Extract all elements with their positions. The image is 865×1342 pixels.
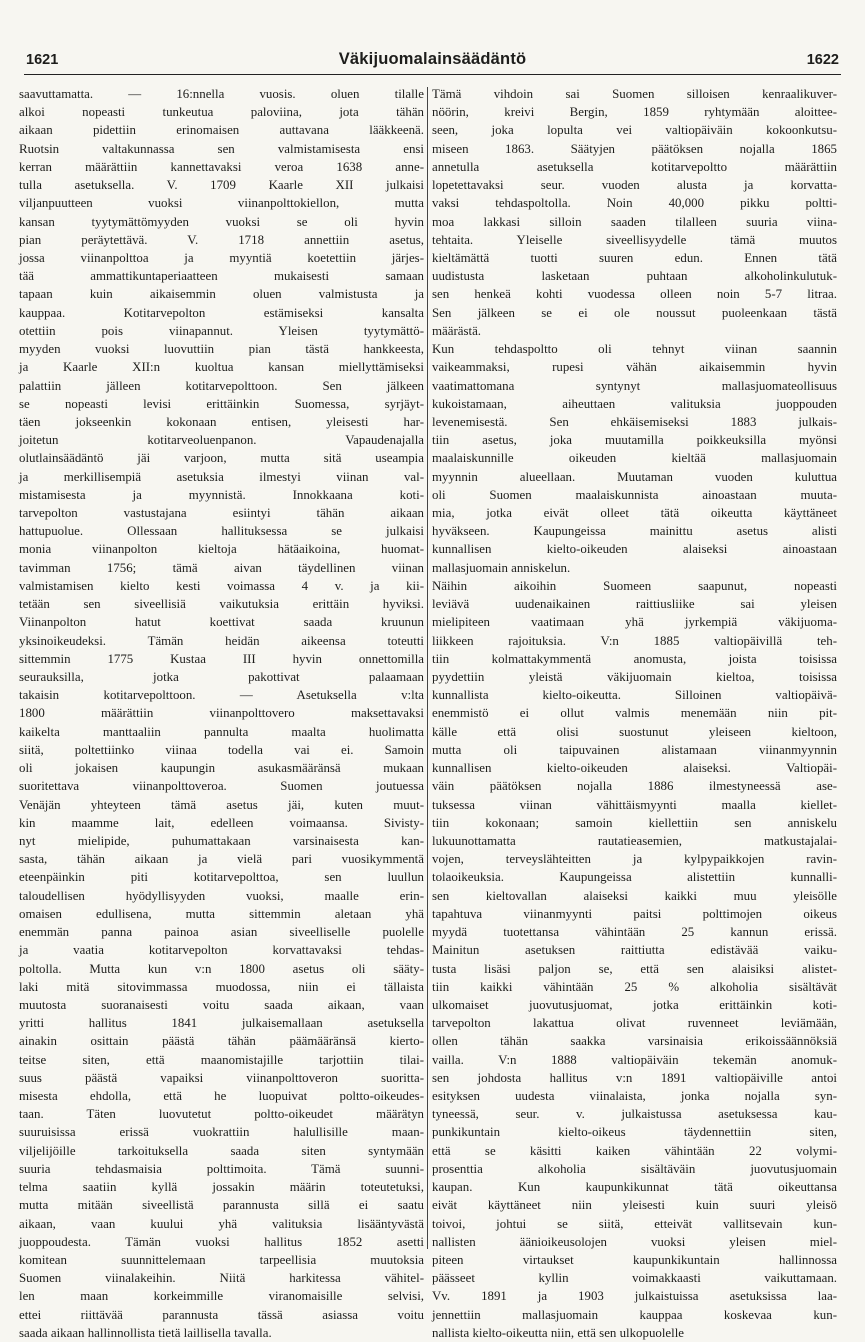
text-line: kaupan. Kun kaupunkikunnat tätä oikeuttansa — [432, 1180, 837, 1195]
text-line: päässeet kyllin voimakkaasti vaikuttamaan. — [432, 1271, 837, 1286]
text-line: yksinoikeudeksi. Tämän heidän aikeensa toteutti — [19, 633, 424, 648]
text-line: valmistamisen kielto kesti voimassa 4 v. ja kii- — [19, 578, 424, 593]
text-line: Näihin aikoihin Suomeen saapunut, nopeasti — [432, 578, 837, 593]
text-line: ulkomaiset juovutusjuomat, jotka erittäinkin koti- — [432, 997, 837, 1012]
text-line: saavuttamatta. — 16:nnella vuosis. oluen tilalle — [19, 87, 424, 101]
text-line: liikkeen rajoituksia. V:n 1885 valtiopäivillä teh- — [432, 633, 837, 648]
text-line: juoppoudesta. Tämän vuoksi hallitus 1852 asetti — [19, 1234, 424, 1249]
text-line: myyden vuoksi luovuttiin pian tästä hankkeesta, — [19, 342, 424, 357]
text-line: alkoi nopeasti tunkeutua paloviina, jota tähän — [19, 105, 424, 120]
text-line: kerran määrättiin kannettavaksi veroa 1638 anne- — [19, 159, 424, 174]
text-line: viljanpuutteen vuoksi viinanpolttokiellon, mutta — [19, 196, 424, 211]
text-line: omaisen edullisena, mutta sittemmin aletaan yhä — [19, 906, 424, 921]
text-line: teitse siten, että maanomistajille tarjottiin tilai- — [19, 1052, 424, 1067]
text-line: tavimman 1756; tämä aivan täydellinen viinan — [19, 560, 424, 575]
text-line: tusta lisäsi paljon se, että sen alaisiksi alistet- — [432, 961, 837, 976]
text-line: laki mitä sitovimmassa muodossa, niin ei tällaista — [19, 979, 424, 994]
text-line: sen johdosta hallitus v:n 1891 valtiopäiville antoi — [432, 1070, 837, 1085]
page-number-left: 1621 — [26, 52, 59, 68]
text-line: Ruotsin valtakunnassa sen valmistamisesta ensi — [19, 141, 424, 156]
text-line: tolaoikeuksia. Kaupungeissa alistettiin kunnalli- — [432, 870, 837, 885]
text-line: tapaan kuin aikaisemmin oluen valmistusta ja — [19, 287, 424, 302]
text-line: Tämä vihdoin sai Suomen silloisen kenraalikuver- — [432, 87, 837, 101]
text-line: yritti hallitus 1841 julkaisemallaan asetuksella — [19, 1016, 424, 1031]
text-line: viljelijöille tarkoituksella saada siten syntymään — [19, 1143, 424, 1158]
page-header — [24, 50, 841, 75]
text-line: monia viinanpolton kieltoja hätäaikoina, huomat- — [19, 542, 424, 557]
text-line: maalaiskunnille oikeuden kieltää mallasjuomain — [432, 451, 837, 466]
text-line: tapahtuva viinanmyynti paitsi polttimojen oikeus — [432, 906, 837, 921]
text-line: toivoi, johtui se siitä, etteivät vallitsevain kun- — [432, 1216, 837, 1231]
text-line: tiin kaikki vähintään 25 % alkoholia sisältävät — [432, 979, 837, 994]
text-line: mutta mitään siveellistä parannusta sillä ei saatu — [19, 1198, 424, 1213]
text-line: nallisten äänioikeusolojen vuoksi yleisen miel- — [432, 1234, 837, 1249]
text-line: sen kieltovallan alaiseksi kaikki muu yleisölle — [432, 888, 837, 903]
text-line: se nopeasti levisi erittäinkin Suomessa, syrjäyt- — [19, 396, 424, 411]
text-line: prosenttia alkoholia sisältäväin juovutusjuomain — [432, 1161, 837, 1176]
text-line: aikaan pidettiin erinomaisen auttavana lääkkeenä. — [19, 123, 424, 138]
text-line: 1800 määrättiin viinanpolttovero maksettavaksi — [19, 706, 424, 721]
text-line: täen jokseenkin kokonaan entisen, yleisesti har- — [19, 414, 424, 429]
text-line: tiin kolmattakymmentä anomusta, joista toisissa — [432, 651, 837, 666]
text-line: väin päätöksen nojalla 1886 ilmestyneessä ase- — [432, 779, 837, 794]
text-line: jossa viinanpolttoa ja myyntiä koetettiin järjes- — [19, 250, 424, 265]
text-line: uudistusta lasketaan puhtaan alkoholinkulutuk- — [432, 269, 837, 284]
text-line: kaikelta manttaaliin pannulta maalta huolimatta — [19, 724, 424, 739]
text-line: kansan tyytymättömyyden vuoksi se oli hyvin — [19, 214, 424, 229]
text-line: joitetun kotitarveoluenpanon. Vapaudenajalla — [19, 433, 424, 448]
text-line: otettiin pois viinapannut. Yleisen tyytymättö- — [19, 323, 424, 338]
text-line: enemmistö ei ollut valmis menemään niin pit- — [432, 706, 837, 721]
text-line: tulla asetuksella. V. 1709 Kaarle XII julkaisi — [19, 178, 424, 193]
text-line: ainakin osittain päästä tähän päämääränsä kierto- — [19, 1034, 424, 1049]
text-line: tää ammattikuntaperiaatteen mukaisesti samaan — [19, 269, 424, 284]
text-line: eteenpäinkin piti kotitarvepolttoa, sen luullun — [19, 870, 424, 885]
text-line: takaisin kotitarvepolttoon. — Asetuksella v:lta — [19, 688, 424, 703]
text-line: suuria tehdasmaisia polttimoita. Tämä suunni- — [19, 1161, 424, 1176]
text-line: jennettiin mallasjuomain kauppaa koskevaa kun- — [432, 1307, 837, 1322]
text-line: källe että olisi suostunut yleiseen kieltoon, — [432, 724, 837, 739]
text-line: tiin asetus, joka muutamilla poikkeuksilla myönsi — [432, 433, 837, 448]
text-line: punkikuntain kielto-oikeus täydennettiin siten, — [432, 1125, 837, 1140]
text-line: suus päästä vapaiksi viinanpolttoveron suoritta- — [19, 1070, 424, 1085]
running-title: Väkijuomalainsäädäntö — [338, 50, 527, 68]
text-line: hattupuolue. Ollessaan hallituksessa se julkaisi — [19, 524, 424, 539]
text-line: seurauksilla, jotka pakottivat palaamaan — [19, 670, 424, 684]
text-line: suoritettava viinanpolttoveroa. Suomen joutuessa — [19, 779, 424, 794]
text-line: moa lakkasi silloin saaden tilalleen suuria viina- — [432, 214, 837, 229]
text-line: vaatimattomana syntynyt mallasjuomateollisuus — [432, 378, 837, 393]
text-line: poltolla. Mutta kun v:n 1800 asetus oli sääty- — [19, 961, 424, 976]
text-line: siitä, poltettiinko viinaa todella vai ei. Samoin — [19, 742, 424, 757]
text-line: lopetettavaksi seur. vuoden alusta ja korvatta- — [432, 178, 837, 193]
text-line: tuksessa viinan vähittäismyynti maalla kiellet- — [432, 797, 837, 812]
text-line: Viinanpolton hatut koettivat saada kruunun — [19, 615, 424, 630]
text-line: seen, joka lopulta vei valtiopäiväin kokoonkutsu- — [432, 123, 837, 138]
text-line: piteen virtaukset kaupunkikuntain hallinnossa — [432, 1253, 837, 1267]
text-line: vailla. V:n 1888 valtiopäiväin tekemän anomuk- — [432, 1052, 837, 1067]
text-line: muutosta suoranaisesti voitu saada aikaan, vaan — [19, 997, 424, 1012]
text-line: mielipiteen vaatimaan yhä jyrkempiä väkijuoma- — [432, 615, 837, 630]
text-line: palattiin jälleen kotitarvepolttoon. Sen jälkeen — [19, 378, 424, 393]
text-line: pian peräytettävä. V. 1718 annettiin asetus, — [19, 232, 424, 247]
text-line: tetään sen siveellisiä vaikutuksia erittäin hyviksi. — [19, 597, 424, 612]
text-line: nöörin, kreivi Bergin, 1859 ryhtymään aloittee- — [432, 105, 837, 120]
text-line: lukuunottamatta rautatieasemien, matkustajalai- — [432, 833, 837, 848]
text-line: len maan korkeimmille viranomaisille selvisi, — [19, 1289, 424, 1304]
text-line: nallista kielto-oikeutta niin, että sen ulkopuolelle — [432, 1325, 685, 1340]
text-line: kauppaa. Kotitarvepolton estämiseksi kansalta — [19, 305, 424, 320]
text-line: taan. Täten luovutetut poltto-oikeudet määrätyn — [19, 1107, 424, 1122]
text-line: annetulla asetuksella kotitarvepoltto määrättiin — [432, 159, 837, 174]
text-line: myydä tuotettansa vähintään 25 kannun erissä. — [432, 925, 837, 940]
text-line: oli jokaisen kaupungin asukasmääränsä mukaan — [19, 761, 424, 776]
text-line: hyväkseen. Kaupungeissa mainittu asetus alisti — [432, 524, 837, 539]
text-line: komitean suunnittelemaan tarpeellisia muutoksia — [19, 1253, 424, 1267]
text-line: kin maamme lait, edelleen voimaansa. Sivisty- — [19, 815, 424, 830]
text-line: määrästä. — [432, 323, 482, 338]
text-line: tarvepolton vastustajana esiintyi tähän aikaan — [19, 506, 424, 521]
page-number-right: 1622 — [806, 52, 839, 68]
text-line: Vv. 1891 ja 1903 julkaistuissa asetuksissa laa- — [432, 1289, 837, 1304]
text-line: sasta, tähän aikaan ja vielä pari vuosikymmentä — [19, 852, 424, 867]
text-line: saada aikaan hallinnollista tietä laillisella tavalla. — [19, 1325, 272, 1340]
text-line: Kun tehdaspoltto oli tehnyt viinan saannin — [432, 342, 837, 357]
text-line: pyydettiin yleistä väkijuomain kieltoa, toisissa — [432, 670, 837, 684]
text-line: enemmän panna painoa asian siveelliselle puolelle — [19, 925, 424, 940]
text-line: Mainitun asetuksen raittiutta edistävää vaiku- — [432, 943, 837, 958]
text-line: esityksen uudesta viinalaista, jonka nojalla syn- — [432, 1089, 837, 1104]
text-line: tiin kokonaan; samoin kiellettiin sen anniskelu — [432, 815, 837, 830]
text-line: suuruisissa erissä vuokrattiin halullisille maan- — [19, 1125, 424, 1140]
right-column — [432, 85, 837, 1342]
text-line: sittemmin 1775 Kustaa III hyvin onnettomilla — [19, 651, 424, 666]
text-line: eivät käyttäneet niin yleisesti kuin suuri yleisö — [432, 1198, 837, 1213]
text-line: kunnallisen kielto-oikeuden alaiseksi ainoastaan — [432, 542, 837, 557]
text-line: tyneessä, seur. v. julkaistussa asetuksessa kau- — [432, 1107, 837, 1122]
text-line: mutta oli taipuvainen alistamaan viinanmyynnin — [432, 742, 837, 757]
text-line: kieltämättä tuotti suuren edun. Ennen tätä — [432, 250, 837, 265]
text-line: oli Suomen maalaiskunnista ainoastaan muuta- — [432, 487, 837, 502]
text-line: vaikeammaksi, rupesi vähän aikaisemmin hyvin — [432, 360, 837, 375]
text-line: leviävä uudenaikainen raittiusliike sai yleisen — [432, 597, 837, 612]
text-line: levenemisestä. Sen ehkäisemiseksi 1883 julkais- — [432, 414, 837, 429]
text-line: misesta ehdolla, että he luopuivat poltto-oikeudes- — [19, 1089, 424, 1104]
text-line: nyt mielipide, puhumattakaan varsinaisesta kan- — [19, 833, 424, 848]
text-line: ettei riittävää parannusta tässä asiassa voitu — [19, 1307, 424, 1322]
column-divider — [427, 87, 428, 1249]
text-line: telma saatiin kyllä jossakin määrin toteutetuksi, — [19, 1180, 424, 1195]
text-line: kukoistamaan, aiheuttaen valituksia juoppouden — [432, 396, 837, 411]
text-line: taloudellisen hyödyllisyyden vuoksi, maalle erin- — [19, 888, 424, 903]
text-line: ollen tähän saakka varsinaisia erikoissäännöksiä — [432, 1034, 837, 1049]
text-line: että se käsitti kaiken vähintään 22 volymi- — [432, 1143, 837, 1158]
text-line: vojen, terveyslähteitten ja kylpypaikkojen ravin- — [432, 852, 837, 867]
text-line: kunnallisen kielto-oikeuden alaiseksi. Valtiopäi- — [432, 761, 837, 776]
text-line: myynnin alueellaan. Muutaman vuoden kuluttua — [432, 469, 837, 484]
text-line: Suomen viinalakeihin. Niitä harkitessa vähitel- — [19, 1271, 424, 1286]
text-line: mistamisesta ja myynnistä. Innokkaana koti- — [19, 487, 424, 502]
text-line: olutlainsäädäntö jäi varjoon, mutta sitä useampia — [19, 451, 424, 466]
text-line: sen henkeä kohti vuodessa olleen noin 5-7 litraa. — [432, 287, 837, 302]
text-line: Venäjän yhteyteen tämä asetus jäi, kuten muut- — [19, 797, 424, 812]
text-line: mallasjuomain anniskelun. — [432, 560, 571, 575]
text-line: tarvepolton lakattua olivat ruvenneet leviämään, — [432, 1016, 837, 1031]
text-line: miseen 1863. Säätyjen päätöksen nojalla 1865 — [432, 141, 837, 156]
text-line: aikaan, vaan kuului yhä valituksia lisääntyvästä — [19, 1216, 424, 1231]
text-line: Sen jälkeen se ei ole noussut puoleenkaan tästä — [432, 305, 837, 320]
text-line: ja Kaarle XII:n kuoltua kansan miellyttämiseksi — [19, 360, 424, 375]
text-line: tehtaita. Yleiselle siveellisyydelle tämä muutos — [432, 232, 837, 247]
text-line: vaksi tehdaspoltolla. Noin 40,000 pikku poltti- — [432, 196, 837, 211]
text-line: ja merkillisempiä asetuksia ilmestyi viinan val- — [19, 469, 424, 484]
text-line: kunnallista kielto-oikeutta. Silloinen valtiopäivä- — [432, 688, 837, 703]
text-line: ja vaatia kotitarvepolton korvattavaksi tehdas- — [19, 943, 424, 958]
left-column — [19, 85, 424, 1342]
text-line: mia, jotka eivät olleet tätä oikeutta käyttäneet — [432, 506, 837, 521]
